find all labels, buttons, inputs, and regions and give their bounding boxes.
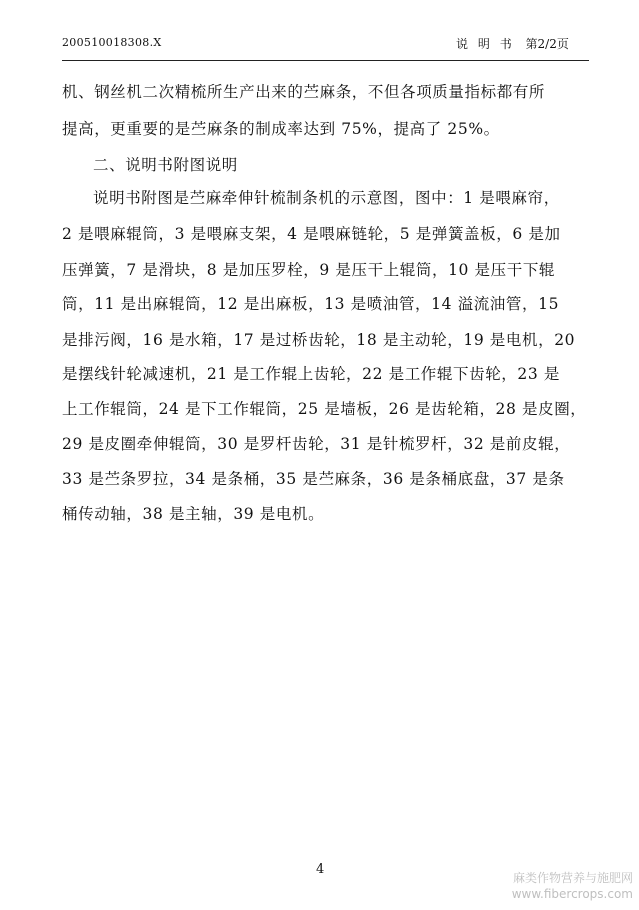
header-rule — [62, 60, 589, 61]
body-line: 说明书附图是苎麻牵伸针梳制条机的示意图，图中：1 是喂麻帘， — [93, 189, 560, 207]
page-number: 4 — [316, 862, 325, 877]
body-line: 提高，更重要的是苎麻条的制成率达到 75%，提高了 25%。 — [62, 120, 500, 138]
watermark-url: www.fibercrops.com — [511, 887, 633, 901]
body-line: 桶传动轴，38 是主轴，39 是电机。 — [62, 505, 325, 523]
document-type-label — [456, 35, 575, 52]
doc-type-char: 书 — [499, 37, 512, 51]
body-line: 上工作辊筒，24 是下工作辊筒，25 是墙板，26 是齿轮箱，28 是皮圈， — [62, 400, 587, 418]
site-watermark — [512, 870, 633, 902]
page-label: 第2/2页 — [525, 37, 569, 51]
body-line: 33 是苎条罗拉，34 是条桶，35 是苎麻条，36 是条桶底盘，37 是条 — [62, 470, 565, 488]
body-line: 29 是皮圈牵伸辊筒，30 是罗杆齿轮，31 是针梳罗杆，32 是前皮辊， — [62, 435, 571, 453]
body-line: 2 是喂麻辊筒，3 是喂麻支架，4 是喂麻链轮，5 是弹簧盖板，6 是加 — [62, 225, 561, 243]
doc-type-char: 明 — [477, 37, 490, 51]
body-line: 是摆线针轮减速机，21 是工作辊上齿轮，22 是工作辊下齿轮，23 是 — [62, 365, 560, 383]
document-number: 200510018308.X — [62, 36, 162, 49]
body-line: 压弹簧，7 是滑块，8 是加压罗栓，9 是压干上辊筒，10 是压干下辊 — [62, 261, 556, 279]
watermark-title: 麻类作物营养与施肥网 — [512, 871, 633, 885]
body-line: 是排污阀，16 是水箱，17 是过桥齿轮，18 是主动轮，19 是电机，20 — [62, 331, 576, 349]
body-line: 筒，11 是出麻辊筒，12 是出麻板，13 是喷油管，14 溢流油管，15 — [62, 295, 560, 313]
body-line: 机、钢丝机二次精梳所生产出来的苎麻条，不但各项质量指标都有所 — [62, 83, 546, 101]
section-heading: 二、说明书附图说明 — [93, 156, 238, 174]
doc-type-char: 说 — [456, 37, 469, 51]
